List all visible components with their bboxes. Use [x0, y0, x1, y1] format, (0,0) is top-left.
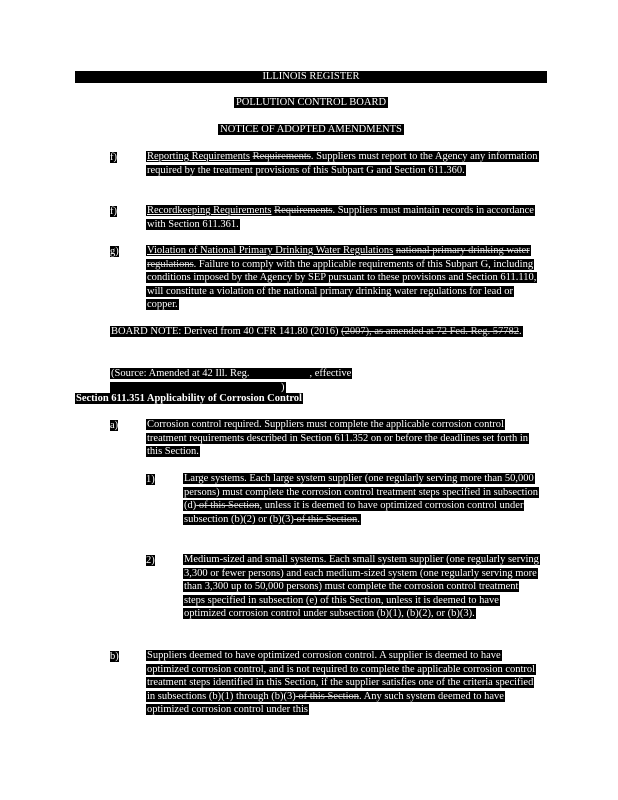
source-note: (Source: Amended at 42 Ill. Reg. , effective)	[111, 368, 352, 393]
subsection-label: a)	[110, 420, 119, 431]
register-title: ILLINOIS REGISTER	[262, 71, 360, 82]
agency-title: POLLUTION CONTROL BOARD	[235, 97, 387, 108]
optimized-corrosion-control-paragraph: Suppliers deemed to have optimized corrosion control. A supplier is deemed to have optimized corrosion control, and is not required to complete the applicable corrosion control treatment steps identified in this Section, if the supplier satisfies one of the criteria specified in subsections (b)(1) through (b)(3) of this Section. Any such system deemed to have optimized corrosion control under this	[147, 650, 536, 716]
item-label: f)	[110, 206, 117, 217]
item-label: f)	[110, 152, 117, 163]
subsection-label: 1)	[146, 474, 155, 485]
subsection-label: b)	[110, 651, 119, 662]
medium-small-systems-paragraph: Medium-sized and small systems. Each small system supplier (one regularly serving 3,300 or fewer persons) and each medium-sized system (one regularly serving more than 3,300 up to 50,000 persons) must complete the corrosion control treatment steps specified in subsection (e) of this Section, unless it is deemed to have optimized corrosion control under subsection (b)(1), (b)(2), or (b)(3).	[184, 554, 539, 620]
notice-title: NOTICE OF ADOPTED AMENDMENTS	[220, 124, 402, 135]
board-note: BOARD NOTE: Derived from 40 CFR 141.80 (2016) (2007), as amended at 72 Fed. Reg. 57782.	[111, 326, 522, 337]
large-systems-paragraph: Large systems. Each large system supplier (one regularly serving more than 50,000 persons) must complete the corrosion control treatment steps specified in subsection (d) of this Section, unless it is deemed to have optimized corrosion control under subsection (b)(2) or (b)(3) of this Section.	[184, 473, 538, 525]
recordkeeping-requirements-paragraph: Recordkeeping Requirements Requirements. Suppliers must maintain records in accordance with Section 611.361.	[147, 205, 534, 230]
corrosion-control-required-paragraph: Corrosion control required. Suppliers must complete the applicable corrosion control treatment requirements described in Section 611.352 on or before the deadlines set forth in this Section.	[147, 419, 528, 458]
violation-paragraph: Violation of National Primary Drinking Water Regulations national primary drinking water regulations. Failure to comply with the applicable requirements of this Subpart G, including conditions imposed by the Agency by SEP pursuant to these provisions and Section 611.110, will constitute a violation of the national primary drinking water regulations for lead or copper.	[147, 245, 537, 311]
reporting-requirements-paragraph: Reporting Requirements Requirements. Suppliers must report to the Agency any information required by the treatment provisions of this Subpart G and Section 611.360.	[147, 151, 538, 176]
item-label: g)	[110, 246, 119, 257]
section-heading: Section 611.351 Applicability of Corrosion Control	[76, 393, 302, 404]
subsection-label: 2)	[146, 555, 155, 566]
